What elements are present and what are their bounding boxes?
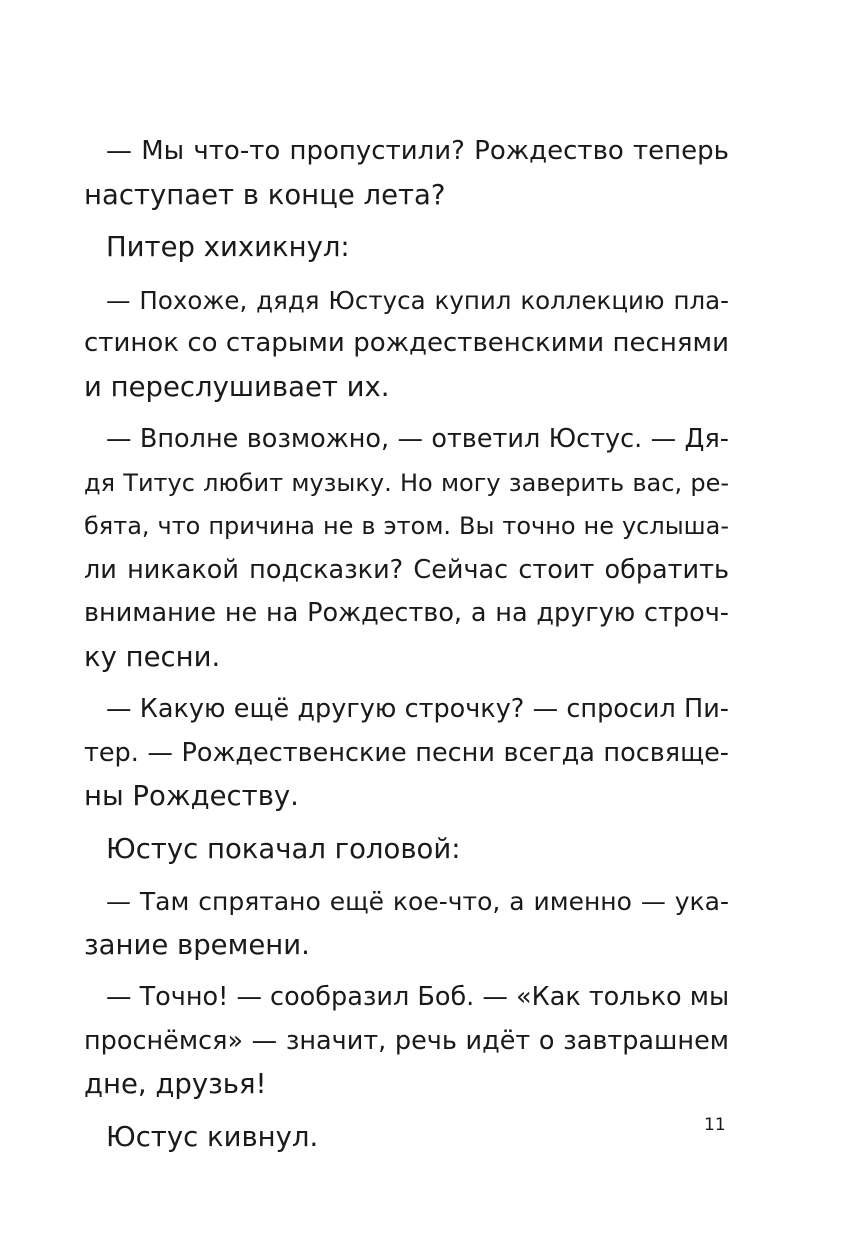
text-line: Питер хихикнул: [106, 231, 350, 263]
text-line: тер. — Рождественские песни всегда посвяще- [84, 737, 729, 768]
text-line: — Точно! — сообразил Боб. — «Как только мы [106, 982, 730, 1012]
paragraph [84, 226, 729, 270]
text-line: ку песни. [84, 640, 221, 673]
text-line: — Мы что-то пропустили? Рождество теперь [106, 136, 729, 166]
text-line: стинок со старыми рождественскими песнями [84, 328, 729, 358]
text-line: ны Рождеству. [84, 780, 299, 812]
text-line: — Вполне возможно, — ответил Юстус. — Дя- [106, 424, 729, 454]
paragraph [84, 828, 729, 872]
text-line: проснёмся» — значит, речь идёт о завтрашнем [84, 1025, 729, 1056]
paragraph [84, 418, 729, 679]
text-line: дя Титус любит музыку. Но могу заверить вас, ре- [84, 468, 729, 497]
text-line: Юстус кивнул. [106, 1120, 319, 1153]
text-line: и переслушивает их. [84, 370, 390, 403]
text-line: — Там спрятано ещё кое-что, а именно — ука- [106, 887, 729, 916]
page-body [84, 130, 729, 1159]
text-line: — Какую ещё другую строчку? — спросил Пи- [106, 694, 729, 724]
text-line: ли никакой подсказки? Сейчас стоит обратить [84, 554, 729, 585]
page-number: 11 [704, 1115, 726, 1135]
text-line: бята, что причина не в этом. Вы точно не услыша- [84, 512, 729, 540]
text-line: дне, друзья! [84, 1068, 267, 1100]
text-line: Юстус покачал головой: [106, 832, 461, 865]
paragraph [84, 130, 729, 217]
paragraph [84, 976, 729, 1107]
text-line: зание времени. [84, 928, 310, 961]
paragraph [84, 1116, 729, 1160]
text-line: внимание не на Рождество, а на другую строч- [84, 598, 729, 628]
text-line: наступает в конце лета? [84, 178, 446, 211]
paragraph [84, 688, 729, 819]
paragraph [84, 279, 729, 410]
paragraph [84, 880, 729, 967]
text-line: — Похоже, дядя Юстуса купил коллекцию пла- [106, 285, 729, 315]
